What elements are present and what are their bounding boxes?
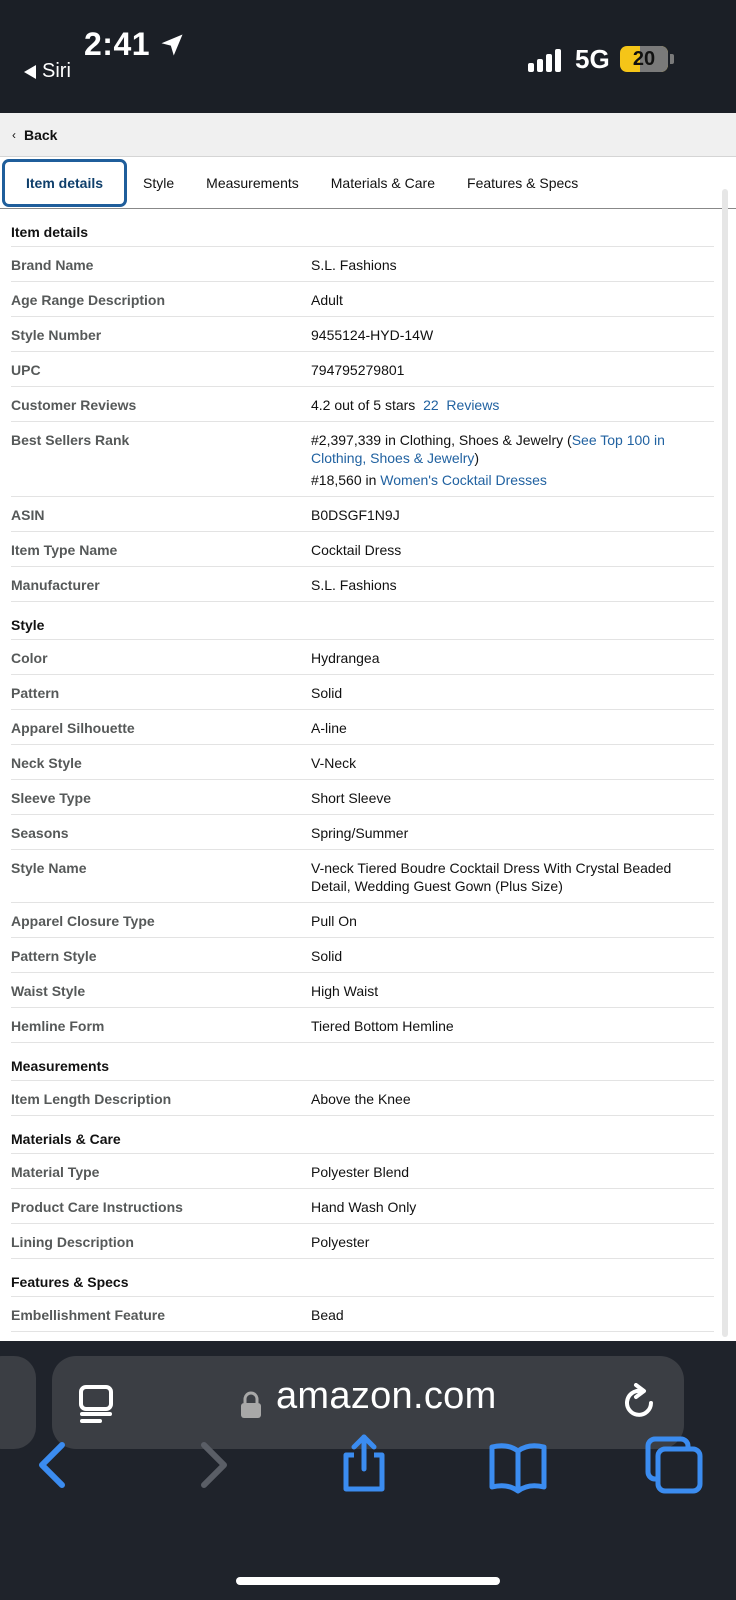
row-value: Solid: [311, 685, 343, 701]
section-title: Features & Specs: [11, 1259, 714, 1297]
table-row: [11, 567, 714, 602]
row-value: S.L. Fashions: [311, 577, 397, 593]
share-icon[interactable]: [334, 1433, 394, 1493]
rank-line-1: [311, 431, 714, 467]
reload-icon[interactable]: [620, 1383, 658, 1421]
top-100-link[interactable]: See Top 100 in Clothing, Shoes & Jewelry: [311, 432, 665, 466]
back-button[interactable]: [0, 113, 736, 157]
row-value: A-line: [311, 720, 347, 736]
table-row: [11, 1297, 714, 1332]
tab-style[interactable]: Style: [143, 174, 175, 191]
row-value: 794795279801: [311, 362, 405, 378]
reviews-link[interactable]: 22 Reviews: [423, 397, 500, 413]
table-row: [11, 850, 714, 903]
clock: 2:41: [84, 26, 151, 62]
section-title: Style: [11, 602, 714, 640]
browser-toolbar: [0, 1341, 736, 1600]
bookmarks-icon[interactable]: [488, 1437, 548, 1497]
row-value: Polyester Blend: [311, 1164, 410, 1180]
row-value: High Waist: [311, 983, 379, 999]
table-row: [11, 640, 714, 675]
tab-item-details[interactable]: Item details: [2, 159, 127, 207]
table-row: [11, 745, 714, 780]
row-label: UPC: [11, 362, 41, 378]
table-row: [11, 247, 714, 282]
row-value: Adult: [311, 292, 343, 308]
back-triangle-icon: [24, 65, 36, 79]
row-label: Item Length Description: [11, 1091, 172, 1107]
row-value: S.L. Fashions: [311, 257, 397, 273]
rank-text: #2,397,339 in Clothing, Shoes & Jewelry (: [311, 432, 572, 448]
row-value: [311, 431, 714, 489]
rank-paren: ): [474, 450, 480, 466]
chevron-left-icon: ‹: [12, 127, 16, 142]
row-value: V-Neck: [311, 755, 357, 771]
row-label: Manufacturer: [11, 577, 100, 593]
page-menu-icon[interactable]: [76, 1383, 116, 1423]
table-row: [11, 317, 714, 352]
table-row: [11, 422, 714, 497]
table-row: [11, 1224, 714, 1259]
row-value: Tiered Bottom Hemline: [311, 1018, 454, 1034]
network-type: 5G: [575, 44, 610, 74]
row-value: 9455124-HYD-14W: [311, 327, 434, 343]
webview: [0, 113, 736, 1341]
row-label: Seasons: [11, 825, 69, 841]
scrollbar[interactable]: [722, 189, 728, 1337]
row-label: Apparel Closure Type: [11, 913, 155, 929]
back-to-app[interactable]: [24, 60, 71, 83]
table-row: [11, 1154, 714, 1189]
row-value: Pull On: [311, 913, 357, 929]
row-label: Embellishment Feature: [11, 1307, 166, 1323]
section-title: Materials & Care: [11, 1116, 714, 1154]
rank-text: #18,560 in: [311, 472, 381, 488]
row-label: Product Care Instructions: [11, 1199, 183, 1215]
row-label: Age Range Description: [11, 292, 166, 308]
row-label: Waist Style: [11, 983, 86, 999]
row-label: Style Number: [11, 327, 102, 343]
row-label: Pattern: [11, 685, 60, 701]
row-label: Brand Name: [11, 257, 94, 273]
table-row: [11, 282, 714, 317]
row-value: V-neck Tiered Boudre Cocktail Dress With Crystal Beaded Detail, Wedding Guest Gown (Plus Size): [311, 860, 672, 894]
row-value: Short Sleeve: [311, 790, 392, 806]
tabs-icon[interactable]: [644, 1435, 704, 1495]
row-label: Sleeve Type: [11, 790, 91, 806]
table-row: [11, 710, 714, 745]
row-value: Spring/Summer: [311, 825, 409, 841]
section-title: Item details: [11, 209, 714, 247]
row-value: Solid: [311, 948, 343, 964]
row-label: Hemline Form: [11, 1018, 105, 1034]
status-bar: [0, 0, 736, 113]
rank-line-2: [311, 471, 714, 489]
table-row: [11, 780, 714, 815]
tab-features-specs[interactable]: Features & Specs: [467, 174, 579, 191]
table-row: [11, 1189, 714, 1224]
row-value: Above the Knee: [311, 1091, 411, 1107]
back-label: Back: [24, 126, 58, 143]
back-app-label: Siri: [42, 60, 71, 82]
tab-bar: [0, 157, 736, 209]
row-label: Material Type: [11, 1164, 100, 1180]
home-indicator[interactable]: [236, 1577, 500, 1585]
row-label: Style Name: [11, 860, 87, 876]
table-row: [11, 352, 714, 387]
forward-arrow-icon[interactable]: [182, 1435, 242, 1495]
tab-measurements[interactable]: Measurements: [206, 174, 299, 191]
row-value: [311, 396, 714, 414]
table-row: [11, 1081, 714, 1116]
table-row: [11, 675, 714, 710]
table-row: [11, 815, 714, 850]
row-label: Apparel Silhouette: [11, 720, 135, 736]
back-arrow-icon[interactable]: [24, 1435, 84, 1495]
row-label: Item Type Name: [11, 542, 118, 558]
table-row: [11, 532, 714, 567]
location-arrow-icon: [158, 31, 186, 59]
table-row: [11, 1008, 714, 1043]
row-value: B0DSGF1N9J: [311, 507, 400, 523]
row-value: Polyester: [311, 1234, 370, 1250]
cellular-signal-icon: [528, 48, 561, 72]
row-label: Lining Description: [11, 1234, 134, 1250]
row-label: Color: [11, 650, 48, 666]
details-table: [0, 209, 724, 1332]
tab-materials-care[interactable]: Materials & Care: [330, 174, 436, 191]
row-value: Hand Wash Only: [311, 1199, 417, 1215]
table-row: [11, 973, 714, 1008]
rating-text: 4.2 out of 5 stars: [311, 397, 416, 413]
row-value: Bead: [311, 1307, 344, 1323]
table-row: [11, 938, 714, 973]
row-label: Best Sellers Rank: [11, 432, 130, 448]
table-row: [11, 903, 714, 938]
row-label: Customer Reviews: [11, 397, 137, 413]
battery-icon: [670, 54, 674, 64]
table-row: [11, 387, 714, 422]
lock-icon: [240, 1391, 262, 1419]
row-label: Pattern Style: [11, 948, 97, 964]
row-value: Hydrangea: [311, 650, 380, 666]
section-title: Measurements: [11, 1043, 714, 1081]
row-value: Cocktail Dress: [311, 542, 402, 558]
category-link[interactable]: Women's Cocktail Dresses: [380, 472, 547, 488]
battery-level: 20: [632, 48, 656, 70]
url-text[interactable]: amazon.com: [276, 1375, 497, 1417]
table-row: [11, 497, 714, 532]
row-label: Neck Style: [11, 755, 82, 771]
row-label: ASIN: [11, 507, 45, 523]
